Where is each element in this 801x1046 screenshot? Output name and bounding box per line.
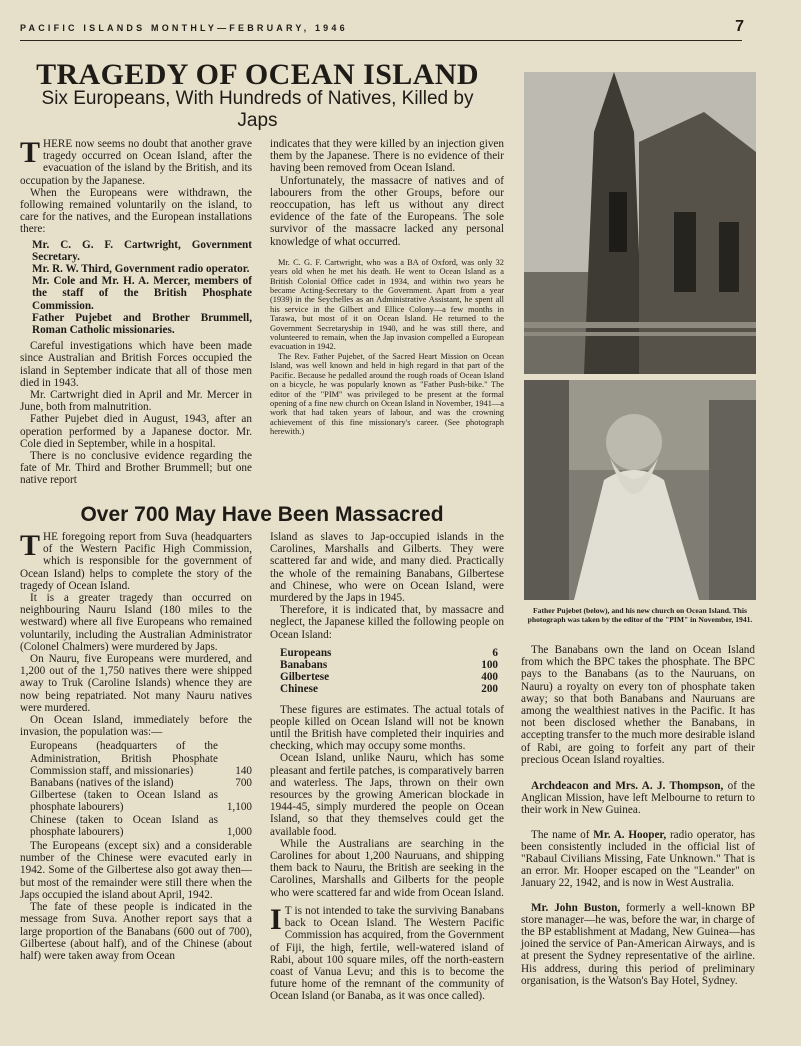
column-3 [20,531,252,962]
table-cell-value: 6 [492,646,498,659]
table-cell-label: Banabans [280,659,328,672]
news-item: The name of Mr. A. Hooper, radio operator, has been consistently included in the official list of "Rabaul Civilians Missing, Fate Unknown." That is an error. Mr. Hooper escaped on the "Leander" on January 22, 1942, and is now in West Australia. [521,828,756,890]
portrait-illustration [524,380,756,600]
population-table [30,740,252,838]
table-row [30,814,252,838]
news-name: Archdeacon and Mrs. A. J. Thompson, [531,780,724,793]
table-row [280,647,498,659]
paragraph: While the Australians are searching in the Carolines for about 1,200 Nauruans, and shipping them back to Nauru, the British are seeking in the Carolines, Marshalls and Gilberts for the people who were scattered far and wide from Ocean Island. [270,837,504,899]
names-list [20,239,252,337]
paragraph: Island as slaves to Jap-occupied islands in the Carolines, Marshalls and Gilberts. They were scattered far and wide, and many died. Practically the whole of the remaining Banabans, Gilbertese and Chinese, who were on Ocean Island, were murdered by the Japs in 1945. [270,531,504,605]
list-item: Mr. R. W. Third, Government radio operator. [32,263,250,276]
column-1 [20,138,252,487]
lead-paragraph: THERE now seems no doubt that another grave tragedy occurred on Ocean Island, after the evacuation of the island by the British, and its occupation by the Japanese. [20,136,252,187]
table-cell-value: 400 [481,671,498,684]
paragraph: Ocean Island, unlike Nauru, which has some pleasant and fertile patches, is comparatively barren and waterless. The Japs, thrown on their own resources by the growing American blockade in 1944-45, simply murdered the people on Ocean Island, so that they themselves could get the available food. [270,752,504,838]
subheadline: Six Europeans, With Hundreds of Natives, Killed by Japs [41,88,474,131]
paragraph: On Nauru, five Europeans were murdered, and 1,200 out of the 1,750 natives there were shipped away to Truk (Caroline Islands) whence they are now being repatriated. Not many Nauru natives were murdered. [20,653,252,714]
paragraph: Mr. Cartwright died in April and Mr. Mercer in June, both from malnutrition. [20,389,252,414]
column-2 [270,138,504,437]
table-cell-label: Banabans (natives of the island) [30,777,174,790]
table-row [30,777,252,789]
section-headline: Over 700 May Have Been Massacred [80,503,444,526]
drop-cap: T [20,529,41,562]
table-cell-value: 140 [235,764,252,777]
table-cell-value: 200 [481,683,498,696]
portrait-photo [524,380,756,600]
drop-cap: T [20,136,41,169]
lead-paragraph: THE foregoing report from Suva (headquarters of the Western Pacific High Commission, which is responsible for the government of Ocean Island) helps to complete the story of the tragedy of Ocean Island. [20,529,252,592]
drop-cap: I [270,902,282,936]
table-cell-label: Europeans (headquarters of the Administration, British Phosphate Commission staff, and missionaries) [30,740,218,777]
column-4 [270,531,504,1003]
paragraph: indicates that they were killed by an injection given them by the Japanese. There is no evidence of their having been removed from Ocean Island. [270,138,504,175]
paragraph: When the Europeans were withdrawn, the following remained voluntarily on the island, to care for the natives, and the European installations there: [20,186,252,236]
table-row [30,740,252,777]
paragraph: The Europeans (except six) and a considerable number of the Chinese were evacuted early in 1942. Some of the Gilbertese also got away then—but most of the remainder were still there when the Japs occupied the island about April, 1942. [20,840,252,901]
headline: TRAGEDY OF OCEAN ISLAND [36,58,479,91]
paragraph: It is a greater tragedy than occurred on neighbouring Nauru Island (180 miles to the westward) where all five Europeans who remained voluntarily, including the Australian Administrator (Colonel Chalmers) were murdered by Japs. [20,592,252,653]
paragraph: Careful investigations which have been made since Australian and British Forces occupied the island in September indicate that all of those men died in 1943. [20,340,252,389]
news-name: Mr. John Buston, [531,901,621,914]
paragraph: These figures are estimates. The actual totals of people killed on Ocean Island will not be known until the British have completed their inquiries and checking, which may occupy some months. [270,703,504,753]
killed-table [280,647,498,696]
table-cell-label: Europeans [280,646,332,659]
paragraph: The Banabans own the land on Ocean Island from which the BPC takes the phosphate. The BPC pays to the Banabans (as to the Nauruans, on Nauru) a royalty on every ton of phosphate taken away; so that both Banabans and Nauruans are among the wealthiest natives in the Pacific. It has not been disclosed whether the Banabans, in accepting transfer to the much more desirable island of Rabi, are going to forfeit any part of their precious Ocean Island royalties. [521,644,755,766]
table-cell-label: Chinese [280,683,318,696]
table-row [280,671,498,683]
table-cell-value: 1,000 [226,825,252,838]
paragraph: Father Pujebet died in August, 1943, after an operation performed by a Japanese doctor. Mr. Cole died in September, while in a hospital. [20,413,252,450]
bio-pujebet: The Rev. Father Pujebet, of the Sacred Heart Mission on Ocean Island, was well known and held in high regard in that part of the Pacific. Because he pedalled around the rough roads of Ocean Island on a bicycle, he was popularly known as "Father Push-bike." The editor of the "PIM" was privileged to be present at the formal opening of a fine new church on Ocean Island in November, 1941—a work that had taken years of labour, and was the crowning achievement of this fine missionary's career. (See photograph herewith.) [270,351,504,437]
church-illustration [524,72,756,374]
bio-cartwright: Mr. C. G. F. Cartwright, who was a BA of Oxford, was only 32 years old when he met his death. He went to Ocean Island as a British Colonial Office cadet in 1934, and within two years he became Acting-Secretary to the Government. Apart from a year (1939) in the Seychelles as an Administrative Assistant, he spent all his service in the Gilbert and Ellice Colony—a few months in Tarawa, but most of it on Ocean Island. He returned to the Government Secretaryship in 1940, and he was still there, and volunteered to remain, when the Jap invasion compelled a European evacuation in 1942. [270,257,504,352]
paragraph: On Ocean Island, immediately before the invasion, the population was:— [20,714,252,739]
table-cell-value: 1,100 [226,801,252,814]
list-item: Mr. Cole and Mr. H. A. Mercer, members of the staff of the British Phosphate Commission. [32,275,252,312]
paragraph: Unfortunately, the massacre of natives and of labourers from the other Groups, before our reoccupation, has left us without any direct evidence of the fate of the Europeans. The sole survivor of the massacre lacked any personal knowledge of what occurred. [270,174,504,248]
page-number: 7 [735,18,744,35]
photo-caption: Father Pujebet (below), and his new church on Ocean Island. This photograph was taken by the editor of the "PIM" in November, 1941. [527,606,753,625]
table-cell-value: 100 [481,659,498,672]
lead-paragraph: I T is not intended to take the surviving Banabans back to Ocean Island. The Western Pacific Commission has acquired, from the Government of Fiji, the high, fertile, well-watered island of Rabi, about 100 square miles, off the north-eastern coast of Vanua Levu; and this is to become the future home of the remnant of the community of Ocean Island (or Banaba, as it was once called). [270,902,504,1003]
table-row [30,789,252,813]
table-cell-label: Gilbertese (taken to Ocean Island as phosphate labourers) [30,789,218,814]
column-5 [521,644,755,987]
paragraph: There is no conclusive evidence regarding the fate of Mr. Third and Brother Brummell; but one native report [20,450,252,487]
news-name: Mr. A. Hooper, [593,828,667,841]
news-item: Mr. John Buston, formerly a well-known BP store manager—he was, before the war, in charge of the BP establishment at Madang, New Guinea—has joined the service of Pan-American Airways, and is at present the Sydney representative of the airline. His address, during this period of preliminary organisation, is the Watson's Bay Hotel, Sydney. [521,901,756,987]
paragraph: The fate of these people is indicated in the message from Suva. Another report says that a large proportion of the Banabans (600 out of 700), Gilbertese (about half), and of the Chinese (about half) were taken away from Ocean [20,901,252,962]
list-item: Father Pujebet and Brother Brummell, Roman Catholic missionaries. [32,311,252,337]
table-cell-value: 700 [235,777,252,790]
list-item: Mr. C. G. F. Cartwright, Government Secretary. [32,238,252,263]
news-item: Archdeacon and Mrs. A. J. Thompson, of the Anglican Mission, have left Melbourne to return to their work in New Guinea. [521,780,755,817]
running-head [20,20,742,41]
biographical-notes [270,258,504,437]
church-photo [524,72,756,374]
table-row [280,683,498,695]
paragraph: Therefore, it is indicated that, by massacre and neglect, the Japanese killed the following people on Ocean Island: [270,604,504,641]
running-head-title: PACIFIC ISLANDS MONTHLY—FEBRUARY, 1946 [20,23,348,33]
table-cell-label: Gilbertese [280,671,330,684]
table-cell-label: Chinese (taken to Ocean Island as phosphate labourers) [30,813,218,838]
table-row [280,659,498,671]
